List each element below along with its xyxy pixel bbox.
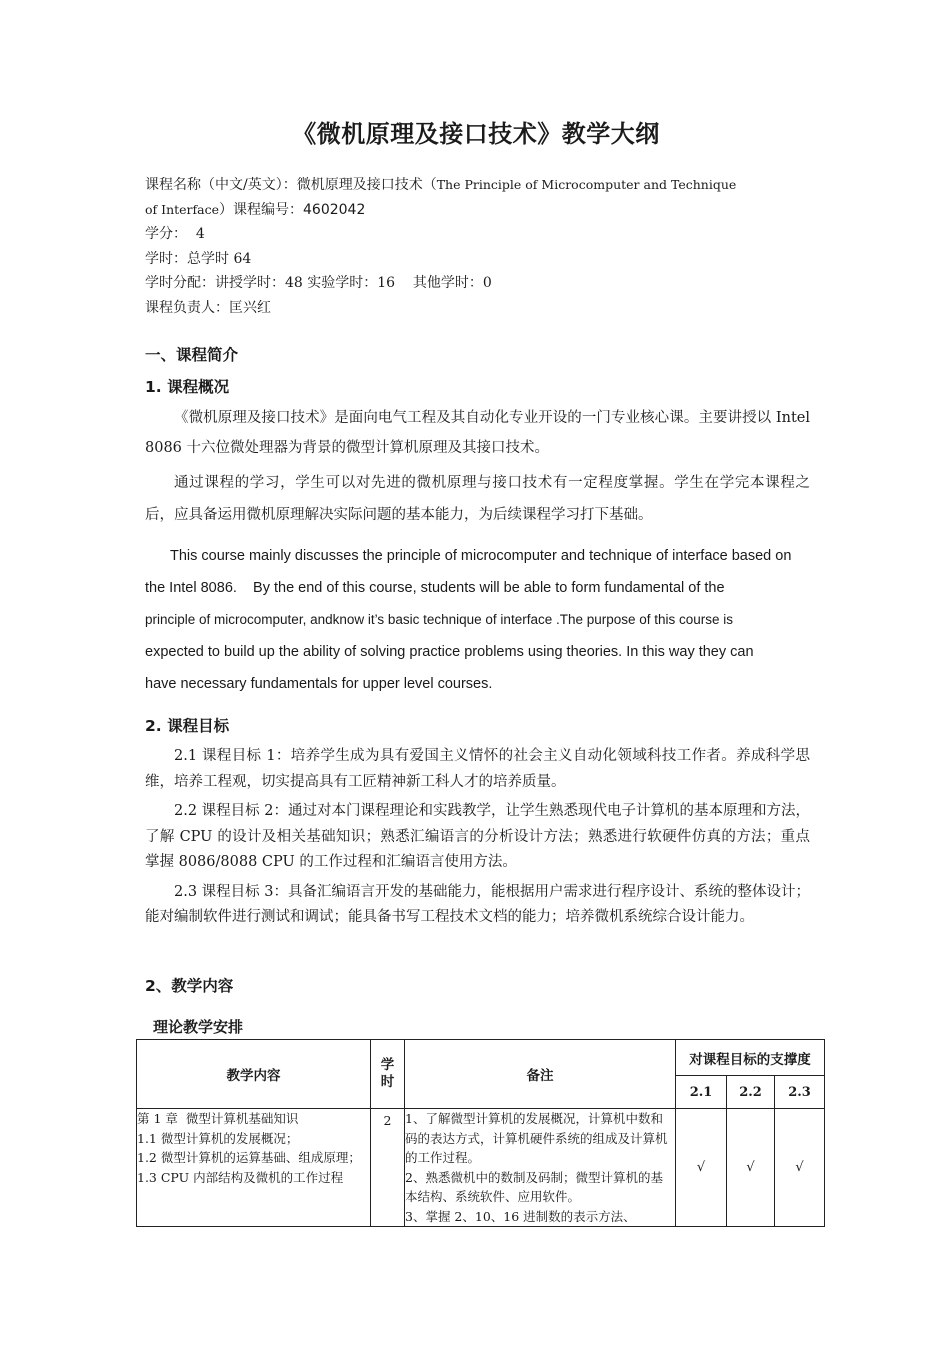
course-name-en-2: of Interface <box>145 201 219 217</box>
english-line-3: principle of microcomputer, andknow it’s basic technique of interface .The purpose of this course is <box>145 612 734 627</box>
english-line-2: the Intel 8086. By the end of this course, students will be able to form fundamental of the <box>145 580 725 596</box>
header-hours-text: 学时 <box>380 1057 395 1090</box>
course-name-line <box>145 173 815 198</box>
total-hours: 学时：总学时 64 <box>145 250 252 267</box>
course-info <box>145 173 815 320</box>
goal-2: 2.2 课程目标 2：通过对本门课程理论和实践教学，让学生熟悉现代电子计算机的基本原理和方法，了解 CPU 的设计及相关基础知识；熟悉汇编语言的分析设计方法；熟悉进行软硬件仿真的方法；重点掌握 8086/8088 CPU 的工作过程和汇编语言使用方法。 <box>145 803 810 870</box>
row-content-line: 1.1 微型计算机的发展概况； <box>137 1130 299 1146</box>
section-heading-overview: 1. 课程概况 <box>145 378 230 396</box>
overview-paragraph-2: 通过课程的学习，学生可以对先进的微机原理与接口技术有一定程度掌握。学生在学完本课程之后，应具备运用微机原理解决实际问题的基本能力，为后续课程学习打下基础。 <box>145 475 810 523</box>
english-line-5: have necessary fundamentals for upper level courses. <box>145 676 493 692</box>
row-hours-cell: 2 <box>371 1109 405 1227</box>
row-content-line: 第 1 章 微型计算机基础知识 <box>137 1111 299 1126</box>
table-header-row <box>137 1040 825 1076</box>
english-line-4: expected to build up the ability of solving practice problems using theories. In this way they can <box>145 644 754 660</box>
row-note-line: 3、掌握 2、10、16 进制数的表示方法、 <box>405 1208 636 1224</box>
header-goal-2-3: 2.3 <box>775 1076 825 1109</box>
overview-text <box>145 403 810 531</box>
theory-schedule-table <box>136 1039 825 1227</box>
row-check-2-1: √ <box>676 1109 727 1227</box>
header-goal-2-1: 2.1 <box>676 1076 727 1109</box>
goal-3: 2.3 课程目标 3：具备汇编语言开发的基础能力，能根据用户需求进行程序设计、系统的整体设计；能对编制软件进行测试和调试；能具备书写工程技术文档的能力；培养微机系统综合设计能力。 <box>145 883 810 925</box>
header-hours <box>371 1040 405 1109</box>
course-code-line <box>145 198 815 223</box>
row-content-cell <box>137 1109 371 1227</box>
row-note-line: 1、了解微型计算机的发展概况，计算机中数和码的表达方式，计算机硬件系统的组成及计算机的工作过程。 <box>405 1111 668 1165</box>
row-note-line: 2、熟悉微机中的数制及码制；微型计算机的基本结构、系统软件、应用软件。 <box>405 1169 663 1204</box>
header-support: 对课程目标的支撑度 <box>676 1040 825 1076</box>
row-check-2-3: √ <box>775 1109 825 1227</box>
overview-paragraph-1: 《微机原理及接口技术》是面向电气工程及其自动化专业开设的一门专业核心课。主要讲授以 Intel 8086 十六位微处理器为背景的微型计算机原理及其接口技术。 <box>145 410 810 456</box>
course-owner: 课程负责人：匡兴红 <box>145 299 271 316</box>
goal-1: 2.1 课程目标 1：培养学生成为具有爱国主义情怀的社会主义自动化领域科技工作者。养成科学思维，培养工程观，切实提高具有工匠精神新工科人才的培养质量。 <box>145 748 810 790</box>
table-row <box>137 1109 825 1227</box>
credits: 学分： 4 <box>145 226 205 242</box>
course-code: 4602042 <box>303 201 366 218</box>
table-caption: 理论教学安排 <box>153 1018 244 1036</box>
course-code-label: ）课程编号： <box>219 201 303 218</box>
course-name-prefix: 课程名称（中文/英文）：微机原理及接口技术（ <box>145 177 437 193</box>
row-notes-cell <box>405 1109 676 1227</box>
hours-distribution: 学时分配：讲授学时：48 实验学时：16 其他学时：0 <box>145 275 492 291</box>
header-content: 教学内容 <box>137 1040 371 1109</box>
english-summary <box>145 540 815 700</box>
section-heading-content: 2、教学内容 <box>145 977 234 995</box>
course-name-en-1: The Principle of Microcomputer and Technique <box>436 177 737 192</box>
row-content-line: 1.2 微型计算机的运算基础、组成原理； <box>137 1150 361 1165</box>
header-goal-2-2: 2.2 <box>727 1076 775 1109</box>
row-content-line: 1.3 CPU 内部结构及微机的工作过程 <box>137 1169 344 1185</box>
goals-text <box>145 744 810 931</box>
row-check-2-2: √ <box>727 1109 775 1227</box>
english-line-1: This course mainly discusses the principle of microcomputer and technique of interface based on <box>170 548 792 564</box>
section-heading-intro: 一、课程简介 <box>145 346 239 364</box>
document-title: 《微机原理及接口技术》教学大纲 <box>292 120 660 148</box>
header-notes: 备注 <box>405 1040 676 1109</box>
section-heading-goals: 2. 课程目标 <box>145 717 230 735</box>
